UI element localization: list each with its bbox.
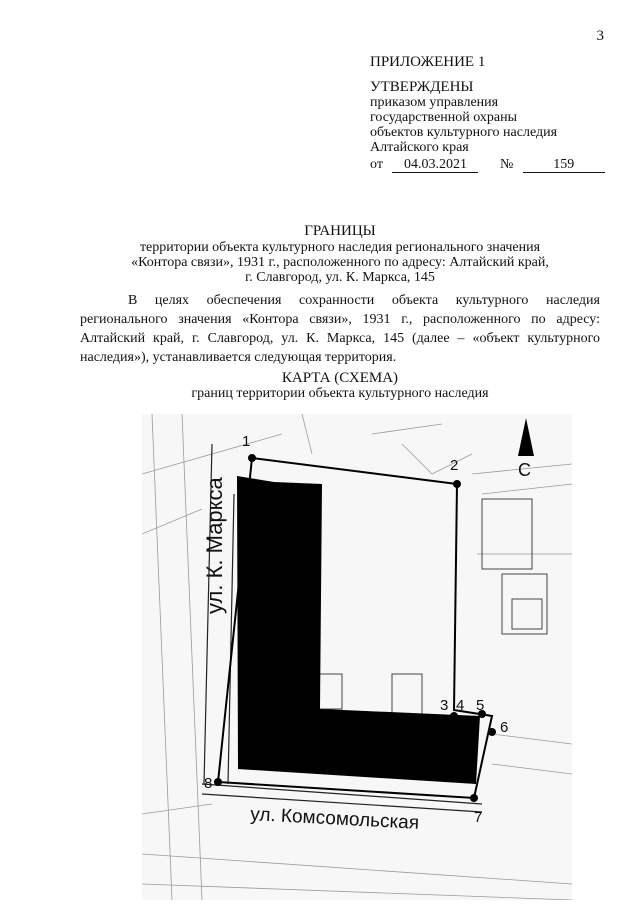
- north-label: С: [518, 460, 531, 480]
- map-drawing: [142, 414, 572, 900]
- north-arrow: [518, 418, 534, 480]
- point-label-2: 2: [450, 457, 459, 474]
- appendix-label: ПРИЛОЖЕНИЕ 1: [370, 54, 486, 70]
- boundary-point-2: [453, 480, 461, 488]
- heading-line-3: г. Славгород, ул. К. Маркса, 145: [245, 270, 435, 285]
- approval-line-3: объектов культурного наследия: [370, 125, 558, 140]
- body-paragraph: В целях обеспечения сохранности объекта культурного наследия регионального значения «Контора связи», 1931 г., расположенного по адресу: Алтайский край, г. Славгород, ул. К. Маркса, 145 (далее – «объект культурного наследия»), устанавливается следующая территория.: [80, 293, 600, 365]
- document-heading: [80, 224, 600, 285]
- map-heading: [80, 371, 600, 401]
- point-label-3: 3: [440, 697, 449, 714]
- approval-line-1: приказом управления: [370, 95, 499, 110]
- north-arrow-icon: [518, 418, 534, 456]
- map-title: КАРТА (СХЕМА): [281, 370, 399, 386]
- order-date-row: [370, 157, 620, 173]
- from-label: от: [370, 157, 383, 172]
- document-title: ГРАНИЦЫ: [304, 223, 376, 239]
- number-label: №: [499, 157, 514, 172]
- boundary-map: [142, 414, 572, 900]
- point-label-8: 8: [204, 775, 213, 792]
- boundary-point-8: [214, 778, 222, 786]
- point-label-7: 7: [474, 809, 483, 826]
- heading-line-2: «Контора связи», 1931 г., расположенного по адресу: Алтайский край,: [131, 255, 549, 270]
- point-label-6: 6: [500, 719, 509, 736]
- boundary-point-7: [470, 794, 478, 802]
- page-number: 3: [596, 28, 604, 44]
- heading-line-1: территории объекта культурного наследия регионального значения: [139, 240, 541, 255]
- street-label-komsomolskaya: ул. Комсомольская: [249, 804, 420, 834]
- approval-block: [370, 55, 620, 173]
- boundary-point-3: [426, 714, 434, 722]
- order-date: 04.03.2021: [392, 158, 478, 173]
- point-label-1: 1: [242, 433, 251, 450]
- boundary-point-6: [488, 728, 496, 736]
- neighbour-buildings: [317, 499, 547, 714]
- map-subtitle: границ территории объекта культурного наследия: [191, 386, 489, 401]
- order-number: 159: [523, 158, 605, 173]
- boundary-point-1: [248, 454, 256, 462]
- point-label-5: 5: [476, 697, 485, 714]
- approval-line-2: государственной охраны: [370, 110, 518, 125]
- approval-line-4: Алтайского края: [370, 140, 469, 155]
- point-label-4: 4: [456, 697, 465, 714]
- street-label-marksa: ул. К. Маркса: [202, 477, 227, 614]
- monument-building-footprint: [237, 476, 480, 784]
- approved-label: УТВЕРЖДЕНЫ: [370, 79, 474, 95]
